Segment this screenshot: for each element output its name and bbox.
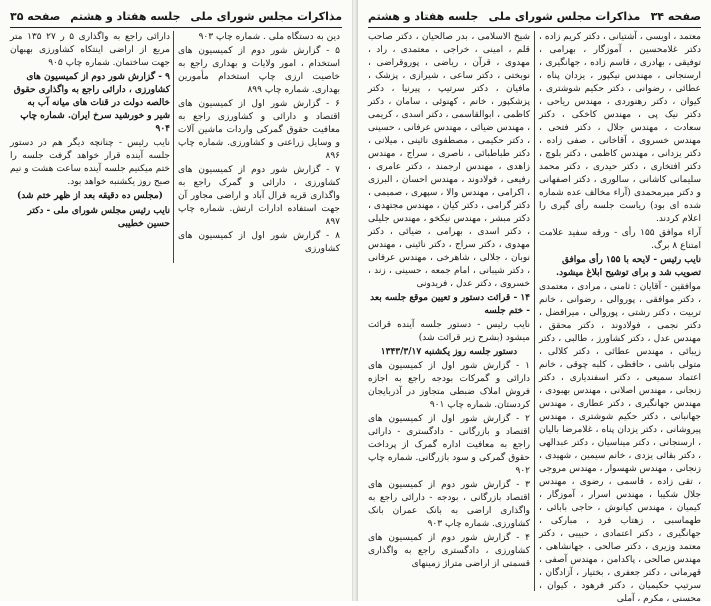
paragraph: ۲ - گزارش شور اول از کمیسیون های اقتصاد و بازرگانی - دادگستری - دارائی راجع به معافیت اداره گمرک از پرداخت حقوق گمرکی و سود بازرگانی. شماره چاپ ۹۰۲ [368,414,530,476]
paragraph: نایب رئیس - دستور جلسه آینده قرائت میشود (بشرح زیر قرائت شد) [368,320,530,343]
paragraph: ۸ - گزارش شور اول از کمیسیون های کشاورزی [178,231,340,254]
paragraph: ۷ - گزارش شور دوم از کمیسیون های کشاورزی ، دارائی و گمرک راجع به واگذاری قریه قرال آباد و اراضی مجاور آن جهت استفاده ادارات ارتش. شماره چاپ ۸۹۷ [178,165,340,227]
left-page-header [10,7,342,25]
signature-line: نایب رئیس مجلس شورای ملی - دکتر حسین خطیبی [27,206,170,229]
right-page [358,0,711,604]
paragraph: ۶ - گزارش شور اول از کمیسیون های اقتصاد و دارائی و کشاورزی راجع به معافیت حقوق گمرکی واردات ماشین آلات و وسایل زراعتی و کشاورزی. شماره چاپ ۸۹۶ [178,99,340,161]
left-page-left-column [10,31,170,271]
paragraph: نایب رئیس - لایحه با ۱۵۵ رأی موافق تصویب شد و برای توشیح ابلاغ میشود. [555,255,701,278]
right-page-right-column [539,31,701,604]
left-page-right-column [178,31,340,271]
right-page-left-column [368,31,530,597]
right-journal-title: مذاکرات مجلس شورای ملی [488,9,641,23]
right-page-header [368,7,701,25]
paragraph: معتمد ، اویسی ، آشتیانی ، دکتر کریم زاده ، دکتر غلامحسین ، آموزگار ، بهرامی ، توفیقی ، بهادری ، قاسم زاده ، جهانگیری ، ارسنجانی ، مهندس نیکپور ، یزدان پناه ، عطائی ، رضوانی ، دکتر حکیم شوشتری ، کیوان ، دکتر رهنوردی ، مهندس ریاحی ، دکتر نیک پی ، مهندس کاخکی ، دکتر سعادت ، مهندس جلال ، دکتر فتحی ، مهندس خسروی ، آقاخانی ، صفی زاده ، دکتر یزدانی ، مهندس کاظمی ، دکتر بلوچ ، دکتر افتخاری ، دکتر حیدری ، دکتر محمد سلیمانی کاشانی ، سالوری ، دکتر اصفهانی و دکتر میرمحمدی (آراء مخالف عده شماره شده ای بود) ریاست جلسه رأی گیری را اعلام کردند. [539,32,701,224]
paragraph: ۳ - گزارش شور دوم از کمیسیون های اقتصاد بازرگانی ، بودجه - دارائی راجع به واگذاری اراضی به بانک عمران بانک کشاورزی. شماره چاپ ۹۰۳ [368,480,530,529]
right-header-rule [368,27,701,28]
paragraph: ۹ - گزارش شور دوم از کمیسیون های کشاورزی ، دارائی راجع به واگذاری حقوق خالصه دولت در قنات های میانه آب به شیر و خورشید سرخ ایران. شماره چاپ ۹۰۴ [13,72,170,134]
right-session-title: جلسه هفتاد و هشتم [368,9,479,23]
paragraph: دارائی راجع به واگذاری ۵ ر ۲۷ ۱۳۵ متر مربع از اراضی اینتکاه کشاورزی بهبهان جهت ساختمان. شماره چاپ ۹۰۵ [10,32,170,68]
left-page [0,0,352,601]
paragraph: دین به دستگاه ملی . شماره چاپ ۹۰۳ [198,32,340,42]
right-column-divider [534,31,535,591]
left-journal-title: مذاکرات مجلس شورای ملی [190,9,342,23]
left-column-divider [173,31,174,263]
agenda-title: دستور جلسه روز یکشنبه ۱۳۴۳/۳/۱۷ [380,347,518,357]
section-heading: ۱۴ - قرائت دستور و تعیین موقع جلسه بعد - ختم جلسه [370,293,530,316]
left-session-title: جلسه هفتاد و هشتم [70,9,181,23]
paragraph: نایب رئیس - چنانچه دیگر هم در دستور جلسه آینده قرار خواهد گرفت جلسه را ختم میکنیم جلسه آینده ساعت هشت و نیم صبح روز یکشنبه خواهد بود. [10,138,170,187]
right-page-label: صفحه ۳۴ [650,9,701,23]
paragraph: ۴ - گزارش شور دوم از کمیسیون های کشاورزی ، دادگستری راجع به واگذاری قسمتی از اراضی متراژ زمینهای [368,533,530,569]
paragraph: ۱ - گزارش شور اول از کمیسیون های دارائی و گمرکات بودجه راجع به اجازه فروش املاک ضبطی متجاوز در آذربایجان کردستان. شماره چاپ ۹۰۱ [368,361,530,410]
paragraph: ۵ - گزارش شور دوم از کمیسیون های استخدام ، امور ولایات و بهداری راجع به خاصیت ارزی چاپ استخدام مأمورین بهداری. شماره چاپ ۸۹۹ [178,46,340,95]
left-header-rule [10,27,342,28]
session-close-note: (مجلس ده دقیقه بعد از ظهر ختم شد) [17,191,163,201]
paragraph: آراء موافق ۱۵۵ رأی - ورقه سفید علامت امتناع ۸ برگ. [539,228,701,251]
left-page-label: صفحه ۳۵ [10,9,61,23]
paragraph: موافقین - آقایان : ثامنی ، مرادی ، معتمدی ، دکتر موافقی ، پوروالی ، رضوانی ، خانم تربیت ، دکتر رشتی ، پوروالی ، میرافضل ، دکتر نجمی ، فولادوند ، دکتر محقق ، مهندس عدل ، دکتر کشاورز ، طالبی ، دکتر زیبائی ، مهندس عطائی ، دکتر کلالی ، متولی باشی ، حافظی ، کلبه چوقی ، خانم اعتماد سمیعی ، دکتر اسفندیاری ، دکتر زنجانی ، مهندس اصلانی ، مهندس بهبودی ، مهندس جهانگیری ، دکتر عطاری ، مهندس جهانبانی ، دکتر حکیم شوشتری ، مهندس پیروشانی ، دکتر یزدان پناه ، غلامرضا بالیان ، ارسنجانی ، دکتر میناسیان ، دکتر عبدالهی ، دکتر بقائی یزدی ، خانم سیمین ، شهیدی ، زنجانی ، مهندس شهسوار ، مهندس مروجی ، تقی زاده ، قاسمی ، رضوی ، مهندس جلال شکیبا ، مهندس اسرار ، آموزگار ، کیمیان ، مهندس کیانوش ، حاجی بابائی ، طهماسبی ، زهتاب فرد ، مبارکی ، جهانگیری ، دکتر اعتمادی ، حبیبی ، دکتر معتمد وزیری ، دکتر صالحی ، جهانشاهی ، مهندس صالحی ، پاکدامن ، مهندس آصفی ، قهرمانی ، دکتر جعفری ، بختیار ، آزادگان ، سرتیپ حکیمیان ، دکتر فرهود ، کیوان ، محسنی ، مکرم ، آملی [539,282,701,604]
paragraph: شیخ الاسلامی ، بدر صالحیان ، دکتر صاحب قلم ، امینی ، خراجی ، معتمدی ، راد ، مهدوی ، قرآن ، ریاضی ، پوروقراضی ، نوبختی ، دکتر ساعی ، شیرازی ، پزشک ، مافیان ، دکتر سرتیپ ، پیرنیا ، دکتر پزشکپور ، خانم ، کهنوئی ، سامان ، دکتر کاظمی ، ابوالقاسمی ، دکتر اسدی ، کریمی ، مهندس ضیائی ، مهندس عرفانی ، حسینی ، دکتر حکیمی ، مصطفوی نائینی ، میلانی ، دکتر طباطبائی ، ناصری ، سراج ، مهندس زاهدی ، مهندس ارجمند ، دکتر عامری ، رفیعی ، فولادوند ، مهندس احسان ، البرزی ، اکرامی ، مهندس والا ، سپهری ، صمیمی ، دکتر گرامی ، دکتر کیان ، مهندس مجتهدی ، دکتر مبشر ، مهندس نیکخو ، مهندس جلیلی ، دکتر اسدی ، بهرامی ، ضیائی ، دکتر مهدوی ، دکتر سراج ، دکتر نائینی ، مهندس نوبان ، جلالی ، شاهرخی ، مهندس عرفانی ، دکتر شیبانی ، امام جمعه ، حسینی ، زند ، خسروی ، دکتر عدل ، فریدونی [368,32,530,289]
